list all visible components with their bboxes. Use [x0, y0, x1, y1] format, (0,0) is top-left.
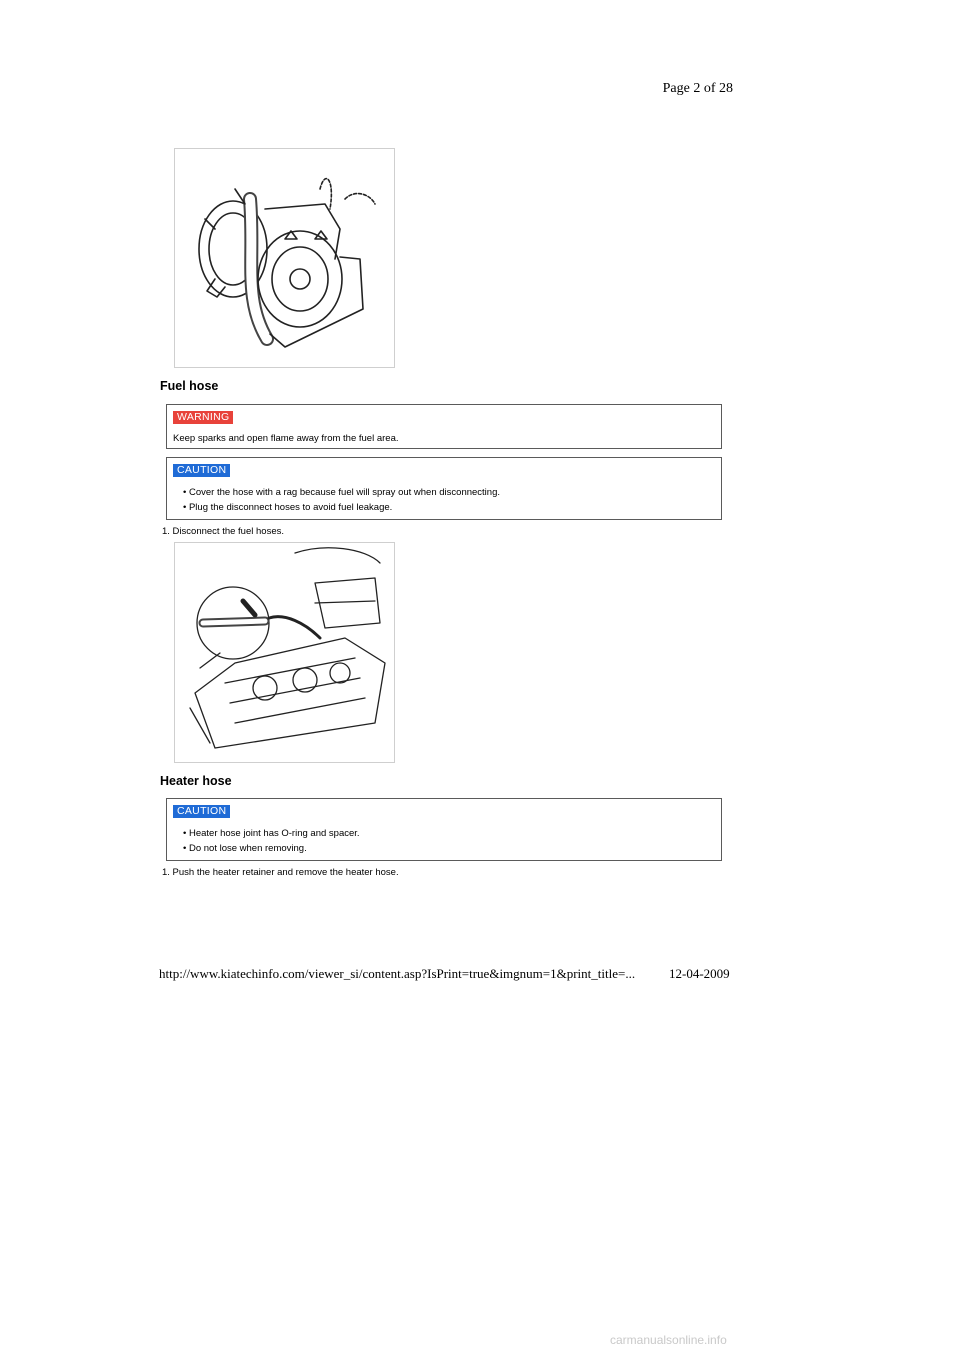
caution-badge: CAUTION [173, 464, 230, 477]
caution-badge: CAUTION [173, 805, 230, 818]
caution-bullet: • Cover the hose with a rag because fuel will spray out when disconnecting. [183, 487, 501, 498]
engine-bay-diagram [174, 542, 395, 763]
caution-bullet: • Plug the disconnect hoses to avoid fuel leakage. [183, 502, 393, 513]
warning-badge: WARNING [173, 411, 233, 424]
fuel-hose-title: Fuel hose [160, 379, 219, 393]
caution-bullet: • Do not lose when removing. [183, 843, 307, 854]
caution-bullet: • Heater hose joint has O-ring and spacer. [183, 828, 360, 839]
watermark: carmanualsonline.info [610, 1333, 727, 1347]
fuel-caution-box [166, 457, 722, 520]
footer-url: http://www.kiatechinfo.com/viewer_si/content.asp?IsPrint=true&imgnum=1&print_title=... [159, 966, 636, 981]
page-number: Page 2 of 28 [662, 81, 733, 96]
warning-text: Keep sparks and open flame away from the fuel area. [173, 433, 399, 444]
heater-caution-box [166, 798, 722, 861]
fuel-hose-diagram [174, 148, 395, 368]
footer-date: 12-04-2009 [669, 966, 730, 981]
heater-hose-title: Heater hose [160, 774, 232, 788]
fuel-step: 1. Disconnect the fuel hoses. [162, 526, 284, 537]
heater-step: 1. Push the heater retainer and remove the heater hose. [162, 867, 399, 878]
warning-box [166, 404, 722, 449]
